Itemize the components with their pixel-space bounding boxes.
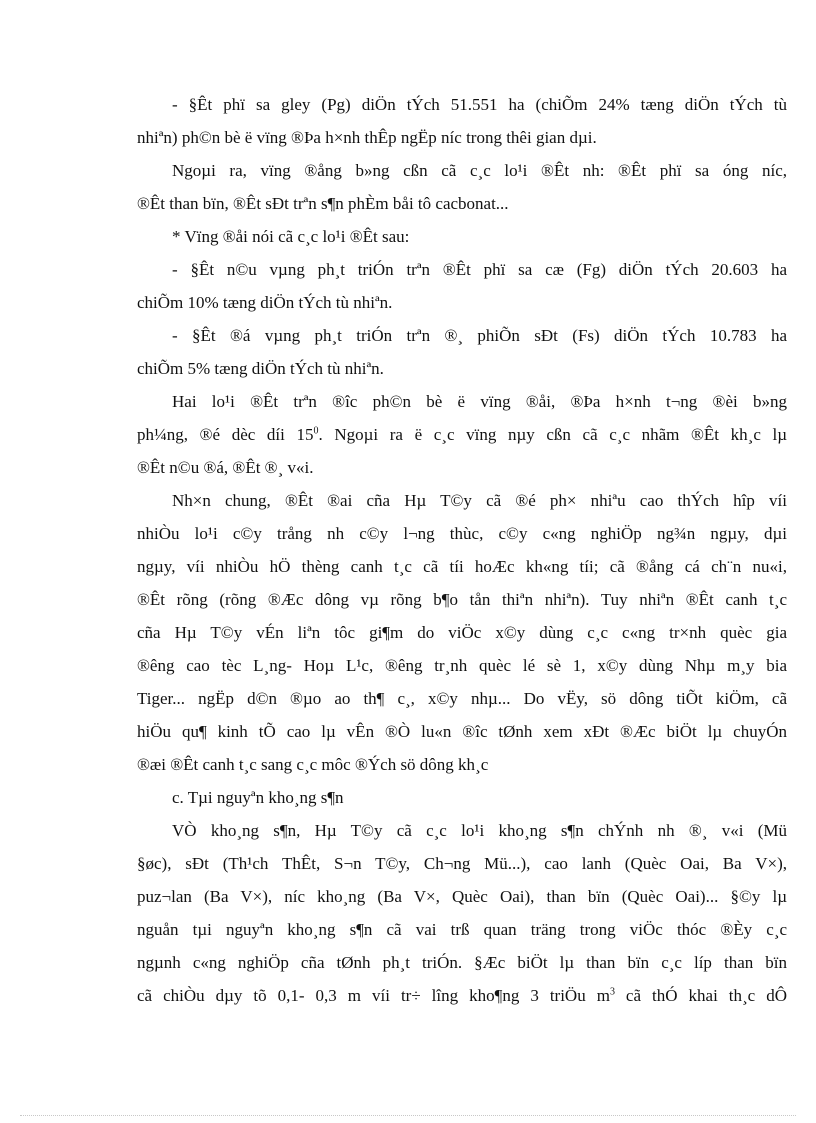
paragraph-line: Nh×n chung, ®Êt ®ai cña Hµ T©y cã ®é ph× nhiªu cao thÝch hîp víi — [172, 491, 787, 510]
paragraph-line: ®Êt than bïn, ®Êt sÐt trªn s¶n phÈm båi tô cacbonat... — [137, 194, 509, 213]
paragraph-line: chiÕm 5% tæng diÖn tÝch tù nhiªn. — [137, 359, 384, 378]
text-run: cã chiÒu dµy tõ 0,1- 0,3 m víi tr÷ lîng kho¶ng 3 triÖu m — [137, 986, 610, 1005]
paragraph-line: - §Êt phï sa gley (Pg) diÖn tÝch 51.551 ha (chiÕm 24% tæng diÖn tÝch tù — [172, 95, 787, 114]
paragraph-line: Tiger... ngËp d©n ®µo ao th¶ c¸, x©y nhµ... Do vËy, sö dông tiÕt kiÖm, cã — [137, 689, 787, 708]
text-run: cã thÓ khai th¸c dÔ — [614, 986, 787, 1005]
paragraph-line — [137, 985, 787, 1007]
paragraph-line: ®Êt rõng (rõng ®Æc dông vµ rõng b¶o tån thiªn nhiªn). Tuy nhiªn ®Êt canh t¸c — [137, 590, 787, 609]
paragraph-line: puz¬lan (Ba V×), níc kho¸ng (Ba V×, Quèc Oai), than bïn (Quèc Oai)... §©y lµ — [137, 887, 787, 906]
page-bottom-rule — [20, 1115, 796, 1116]
paragraph-line: VÒ kho¸ng s¶n, Hµ T©y cã c¸c lo¹i kho¸ng s¶n chÝnh nh ®¸ v«i (Mü — [172, 821, 787, 840]
paragraph-line: - §Êt ®á vµng ph¸t triÓn trªn ®¸ phiÕn sÐt (Fs) diÖn tÝch 10.783 ha — [172, 326, 787, 345]
text-run: ph¼ng, ®é dèc díi 15 — [137, 425, 314, 444]
text-run: . Ngoµi ra ë c¸c vïng nµy cßn cã c¸c nhãm ®Êt kh¸c lµ — [318, 425, 787, 444]
paragraph-line — [137, 424, 787, 446]
paragraph-line: - §Êt n©u vµng ph¸t triÓn trªn ®Êt phï sa cæ (Fg) diÖn tÝch 20.603 ha — [172, 260, 787, 279]
paragraph-line: nhiÒu lo¹i c©y trång nh c©y l¬ng thùc, c©y c«ng nghiÖp ng¾n ngµy, dµi — [137, 524, 787, 543]
paragraph-line: nhiªn) ph©n bè ë vïng ®Þa h×nh thÊp ngËp níc trong thêi gian dµi. — [137, 128, 597, 147]
paragraph-line: ngµy, víi nhiÒu hÖ thèng canh t¸c cã tíi hoÆc kh«ng tíi; cã ®ång cá ch¨n nu«i, — [137, 557, 787, 576]
unit-superscript: 3 — [609, 986, 615, 998]
section-note: * Vïng ®åi nói cã c¸c lo¹i ®Êt sau: — [172, 227, 410, 246]
paragraph-line: nguån tµi nguyªn kho¸ng s¶n cã vai trß quan träng trong viÖc thóc ®Èy c¸c — [137, 920, 787, 939]
paragraph-line: §øc), sÐt (Th¹ch ThÊt, S¬n T©y, Ch¬ng Mü...), cao lanh (Quèc Oai, Ba V×), — [137, 854, 787, 873]
paragraph-line: ngµnh c«ng nghiÖp cña tØnh ph¸t triÓn. §Æc biÖt lµ than bïn c¸c líp than bïn — [137, 953, 787, 972]
paragraph-line: Ngoµi ra, vïng ®ång b»ng cßn cã c¸c lo¹i ®Êt nh: ®Êt phï sa óng níc, — [172, 161, 787, 180]
paragraph-line: chiÕm 10% tæng diÖn tÝch tù nhiªn. — [137, 293, 393, 312]
paragraph-line: ®êng cao tèc L¸ng- Hoµ L¹c, ®êng tr¸nh quèc lé sè 1, x©y dùng Nhµ m¸y bia — [137, 656, 787, 675]
paragraph-line: Hai lo¹i ®Êt trªn ®îc ph©n bè ë vïng ®åi, ®Þa h×nh t¬ng ®èi b»ng — [172, 392, 787, 411]
paragraph-line: ®Êt n©u ®á, ®Êt ®¸ v«i. — [137, 458, 314, 477]
paragraph-line: ®æi ®Êt canh t¸c sang c¸c môc ®Ých sö dông kh¸c — [137, 755, 489, 774]
paragraph-line: hiÖu qu¶ kinh tÕ cao lµ vÊn ®Ò lu«n ®îc tØnh xem xÐt ®Æc biÖt lµ chuyÓn — [137, 722, 787, 741]
degree-superscript: 0 — [313, 425, 319, 437]
paragraph-line: cña Hµ T©y vÉn liªn tôc gi¶m do viÖc x©y dùng c¸c c«ng tr×nh quèc gia — [137, 623, 787, 642]
section-heading: c. Tµi nguyªn kho¸ng s¶n — [172, 788, 344, 807]
